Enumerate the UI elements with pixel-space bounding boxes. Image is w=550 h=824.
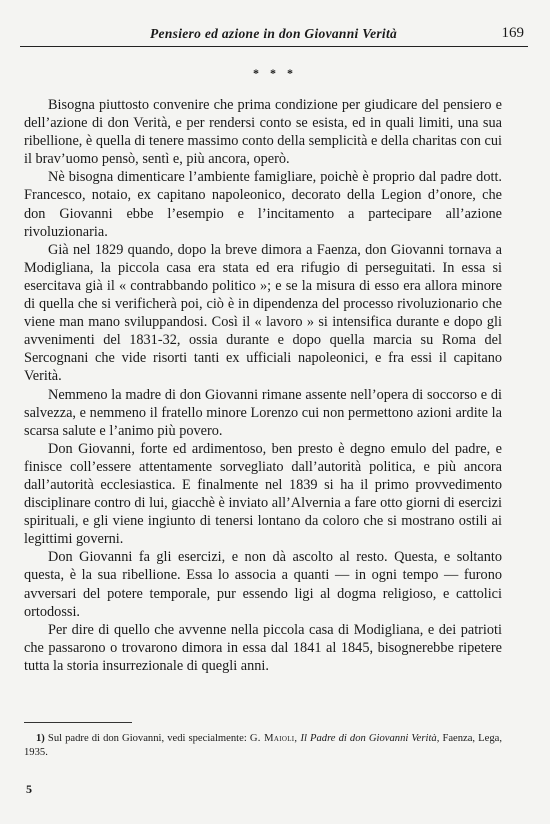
paragraph: Don Giovanni fa gli esercizi, e non dà ascolto al resto. Questa, e soltanto questa, è la sua ribellione. Essa lo associa a quanti — in ogni tempo — furono avversari del potere temporale, pur essendo ligi al dogma religioso, e cattolici ortodossi. [24, 549, 502, 620]
paragraph: Già nel 1829 quando, dopo la breve dimora a Faenza, don Giovanni tornava a Modigliana, la piccola casa era stata ed era rifugio di perseguitati. In essa si esercitava già il « contrabbando politico »; e se la misura di esso era allora minore di quella che si verificherà poi, ciò è in dipendenza del processo rivoluzionario che viene man mano sviluppandosi. Così il « lavoro » si intensifica durante e dopo gli avvenimenti del 1831-32, ossia durante e dopo quella marcia su Roma del Sercognani che vide risorti tanti ex ufficiali napoleonici, e fra essi il capitano Verità. [24, 241, 502, 385]
footnote-rule [24, 722, 132, 723]
section-ornament: * * * [253, 66, 297, 80]
body-text [24, 96, 502, 675]
running-title: Pensiero ed azione in don Giovanni Verità [150, 26, 398, 41]
footnote-marker: 1) [36, 733, 45, 744]
footnote-publisher: Faenza, Lega, 1935. [24, 733, 502, 758]
footnote-book-title: Il Padre di don Giovanni Verità, [300, 733, 440, 744]
footnote-author: G. Maioli, [249, 733, 298, 744]
signature-mark: 5 [26, 782, 32, 796]
footnote-text: Sul padre di don Giovanni, vedi specialmente: [47, 733, 247, 744]
page-number: 169 [501, 25, 524, 41]
footnote [24, 732, 502, 760]
paragraph: Nè bisogna dimenticare l’ambiente famigliare, poichè è proprio dal padre dott. Francesco, notaio, ex capitano napoleonico, decorato della Legion d’onore, che don Giovanni ebbe l’esempio e l’incitamento a partecipare all’azione rivoluzionaria. [24, 169, 502, 240]
paragraph: Don Giovanni, forte ed ardimentoso, ben presto è degno emulo del padre, e finisce coll’essere attentamente sorvegliato dall’autorità politica, e più ancora dall’autorità ecclesiastica. E finalmente nel 1839 si ha il primo provvedimento disciplinare contro di lui, giacchè è inviato all’Alvernia a fare otto giorni di esercizi spirituali, e gli viene ingiunto di tenersi lontano da coloro che si mostrano ostili ai legittimi governi. [24, 440, 502, 548]
paragraph: Bisogna piuttosto convenire che prima condizione per giudicare del pensiero e dell’azione di don Verità, e per rendersi conto se esista, ed in quali limiti, una sua ribellione, è quella di tenere massimo conto della semplicità e della charitas con cui il brav’uomo pensò, sentì e, più ancora, operò. [24, 97, 502, 168]
paragraph: Per dire di quello che avvenne nella piccola casa di Modigliana, e dei patrioti che passarono o trovarono dimora in essa dal 1841 al 1845, bisognerebbe ripetere tutta la storia insurrezionale di quegli anni. [24, 621, 502, 674]
paragraph: Nemmeno la madre di don Giovanni rimane assente nell’opera di soccorso e di salvezza, e nemmeno il fratello minore Lorenzo cui non permettono azioni ardite la scarsa salute e l’animo più povero. [24, 386, 502, 439]
running-header [20, 22, 528, 47]
